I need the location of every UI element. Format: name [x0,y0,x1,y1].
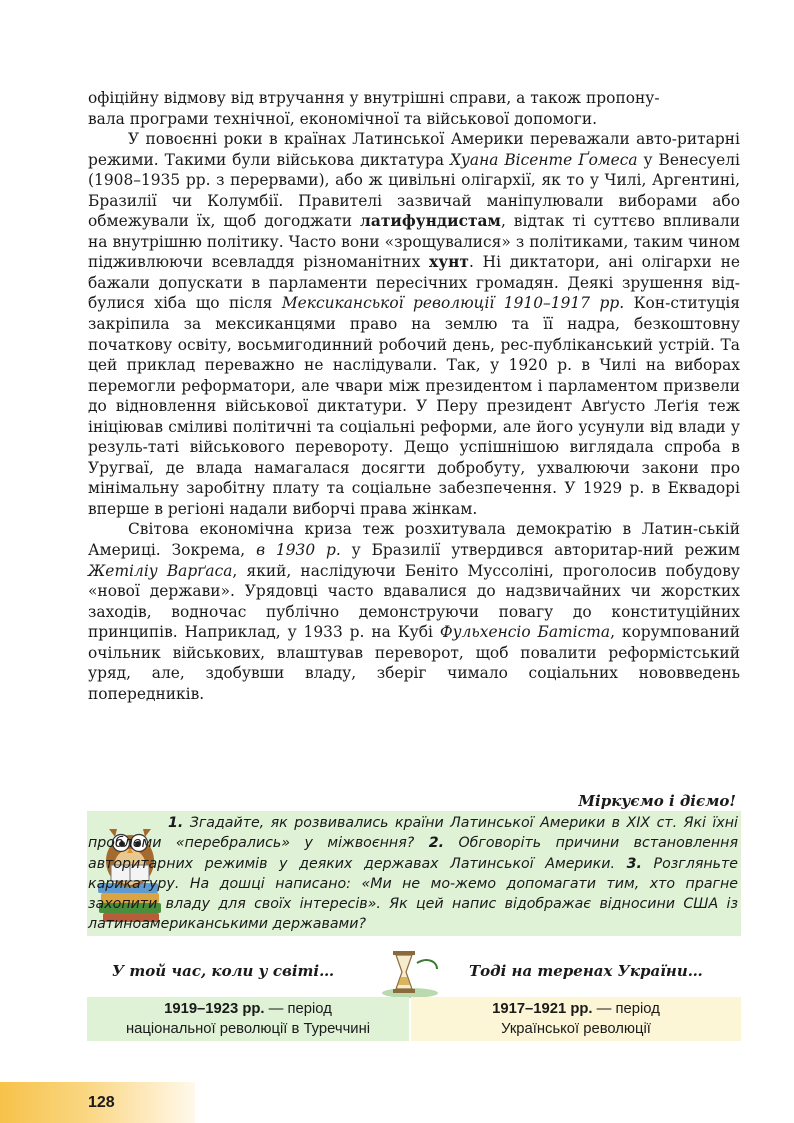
world-period-label: — період [264,1001,332,1017]
italic-name: Фульхенсіо Батіста [439,623,611,642]
bold-term: хунт [429,253,469,272]
text-run: . Ні диктатори, ані олігархи не бажали допускати в парламенти пересічних громадян. Деякі зрушення від-булися хіба що після [88,253,740,313]
italic-event: Мексиканської революції 1910–1917 рр. [281,294,625,313]
hourglass-icon [379,947,441,999]
timeline-world-title: У той час, коли у світі… [112,962,335,980]
page-number: 128 [88,1094,115,1111]
italic-date: в 1930 р. [256,541,341,560]
text-run: , відтак ті суттєво впливали на внутрішню політику. Часто вони «зрощувалися» з політиками, таким чином підживлюючи всевладдя різноманітних [88,212,741,272]
timeline-world-box [87,997,409,1041]
task-number: 1. [168,815,184,831]
task-number: 2. [428,835,444,852]
ukraine-period-label: — період [592,1001,660,1017]
text-run: Світова економічна криза теж розхитувала демократію в Латин-ській Америці. Зокрема, [88,520,740,560]
bold-term: латифундистам [359,212,501,231]
paragraph-3 [88,519,740,704]
ukraine-event: Української революції [501,1021,651,1037]
text-run: , корумпований очільник військових, влаштував переворот, щоб повалити реформістський уряд, але, здобувши владу, зберіг чимало соціальних нововведень попередників. [88,623,740,703]
text-run: Кон-ституція закріпила за мексиканцями право на землю та її надра, безкоштовну початкову освіту, восьмигодинний робочий день, рес-публіканський устрій. Та цей приклад переважно не наслідували. Так, у 1920 р. в Чилі на виборах перемогли реформатори, але чвари між президентом і парламентом призвели до відновлення військової диктатури. У Перу президент Авґусто Леґія теж ініціював сміливі політичні та соціальні реформи, але його усунули від влади у резуль-таті військового перевороту. Дещо успішнішою виглядала спроба в Уругваї, де влада намагалася досягти добробуту, ухвалюючи закони про мінімальну заробітну плату та соціальне забезпечення. У 1929 р. в Еквадорі вперше в регіоні надали виборчі права жінкам. [88,294,740,518]
paragraph-1 [88,88,740,129]
italic-name: Хуана Вісенте Ґомеса [449,150,638,169]
tasks-title: Міркуємо і діємо! [578,792,736,810]
task-1: Згадайте, як розвивались країни Латинської Америки в XIX ст. Які їхні проблеми «перебрались» у міжвоєння? [88,815,738,852]
text-run: У повоєнні роки в країнах Латинської Америки переважали авто-ритарні режими. Такими були військова диктатура [88,130,740,169]
paragraph-2 [88,129,740,519]
task-2: Обговоріть причини встановлення авторитарних режимів у деяких державах Латинської Америки. [88,835,738,872]
paragraph-1-line-2: вала програми технічної, економічної та військової допомоги. [88,109,598,128]
world-event: національної революції в Туреччині [125,1021,371,1037]
world-years: 1919–1923 рр. [164,1001,265,1017]
task-3: Розгляньте карикатуру. На дошці написано: «Ми не мо-жемо допомагати тим, хто прагне захопити владу для своїх інтересів». Як цей напис відображає відносини США із латиноамериканськими державами? [88,855,738,933]
paragraph-1-line-1: офіційну відмову від втручання у внутрішні справи, а також пропону- [88,89,660,107]
italic-name: Жетіліу Варґаса [88,561,233,580]
text-run: , який, наслідуючи Беніто Муссоліні, проголосив побудову «нової держави». Урядовці часто вдавалися до надзвичайних чи жорстких заходів, водночас публічно демонструючи повагу до конституційних принципів. Наприклад, у 1933 р. на Кубі [88,561,740,642]
task-number: 3. [626,855,642,872]
text-run: у Венесуелі (1908–1935 рр. з перервами), або ж цивільні олігархії, як то у Чилі, Аргентині, Бразилії чи Колумбії. Правителі зазвичай маніпулювали виборами або обмежували їх, щоб догоджати [88,150,740,231]
timeline-ukraine-title: Тоді на теренах України… [469,962,703,980]
text-run: у Бразилії утвердився авторитар-ний режим [340,541,740,560]
timeline-ukraine-box [411,997,741,1041]
ukraine-years: 1917–1921 рр. [492,1001,593,1017]
tasks-text [88,813,738,935]
main-text [88,88,740,704]
